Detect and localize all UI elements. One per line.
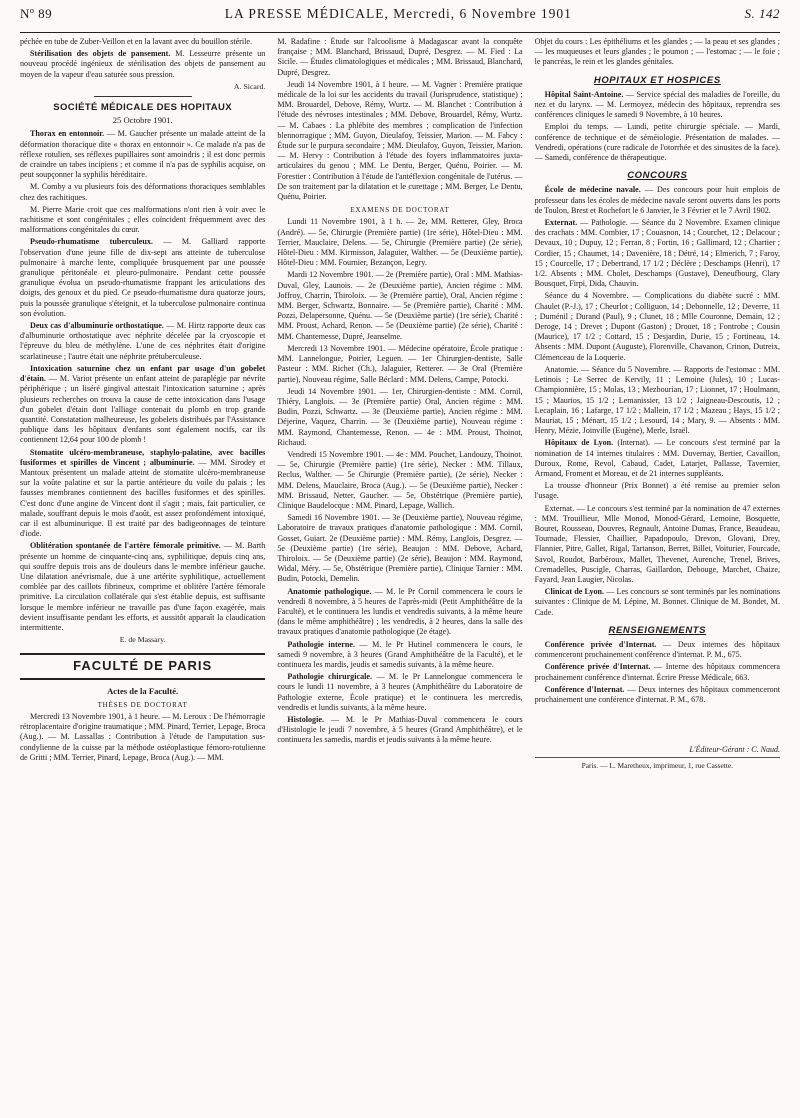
paragraph: M. Comby a vu plusieurs fois des déformations thoraciques semblables chez des rachitiques. — [20, 182, 266, 202]
article-body: — Deux internes des hôpitaux commenceront prochainement conférence d'internat. P. M., 675. — [534, 639, 780, 660]
masthead-title: LA PRESSE MÉDICALE, Mercredi, 6 Novembre 1901 — [224, 6, 572, 21]
header-rule — [20, 32, 780, 33]
article-heading: Oblitération spontanée de l'artère fémorale primitive. — [30, 541, 221, 551]
paragraph: péchée en tube de Zuber-Veillon et en la lavant avec du bouillon stérile. — [20, 37, 252, 46]
paragraph: Jeudi 14 Novembre 1901, à 1 heure. — M. Vagner : Première pratique médicale de la loi sur les accidents du travail (Jurisprudence, statistique) ; MM. Brouardel, Debove, Rémy, Wurtz. — M. Blanchet : Contribution à l'étude des névroses intestinales ; MM. Debove, Brouardel, Rémy, Wurtz. — M. Cabaes : La phlébite des membres ; complication de l'infection blennorragique ; MM. Guyon, Dieulafoy, Teissier, Marion. — M. Fabcy : Étude sur le purpura secondaire ; MM. Dieulafoy, Guyon, Teissier, Marion. — M. Hervy : Contribution à l'étude des foyers inflammatoires juxta-articulaires du genou ; MM. Le Dentu, Berger, Quénu, Poirier. — M. Forestier : Contribution à l'étude de l'antéflexion congénitale de l'utérus. — De son traitement par la dilatation et le curettage ; MM. Berger, Le Dentu, Quénu, Poirier. — [277, 79, 523, 202]
article-heading: Thorax en entonnoir. — [30, 129, 105, 139]
article-body: — M. Gaucher présente un malade atteint de la déformation thoracique dite « thorax en entonnoir ». Ce malade n'a pas de réflexe rotulien, ses réflexes pupillaires sont amoindris ; il est donc permis de craindre un tabes incipiens ; et comme il n'a pas de syphilis acquise, on peut soupçonner la syphilis héréditaire. — [20, 129, 266, 180]
article-saint-antoine — [535, 90, 780, 121]
exams-title: EXAMENS DE DOCTORAT — [350, 206, 450, 215]
section-subtitle: Actes de la Faculté. — [107, 685, 179, 696]
course-anatomie — [277, 587, 522, 638]
article-body: — Des concours pour huit emplois de professeur dans les écoles de médecine navale seront ouverts dans les ports de Toulon, Brest et Rochefort le 6 Janvier, le 3 Février et le 7 Avril 1902. — [534, 185, 780, 215]
section-title-concours: CONCOURS — [627, 170, 688, 182]
paragraph: Samedi 16 Novembre 1901. — 3e (Deuxième partie), Nouveau régime, Laboratoire de travaux pratiques d'anatomie pathologique : MM. Cornil, Gosset, Guiart. 2e (Deuxième partie) : MM. Rémy, Langlois, Desgrez. — 5e (Deuxième partie) (1re série), Beaujon : MM. Debove, Achard, Thiroloix. — 5e (Deuxième partie) (2e série), Beaujon : MM. Raymond, Widal, Méry. — 5e, Obstétrique (Première partie), Clinique Tarnier : MM. Budin, Potocki, Demelin. — [277, 513, 523, 584]
theses-title: THÈSES DE DOCTORAT — [97, 700, 188, 709]
article-heading: Intoxication saturnine chez un enfant par usage d'un gobelet d'étain. — [20, 363, 266, 384]
article-body: — M. Hirtz rapporte deux cas d'albuminurie orthostatique avec néphrite décelée par la cryoscopie et l'épreuve du bleu de méthylène. L'une de ces néphrites était d'origine scarlatineuse ; l'autre était une néphrite prétuberculeuse. — [20, 321, 266, 361]
article-body: (Internat). — Le concours s'est terminé par la nomination de 14 internes titulaires : MM. Duvernay, Bertier, Cavaillon, Duroux, Rome, Revol, Cabaud, Cadet, Latarjet, Pallasse, Tavernier, Armand, Froment et Moreau, et de 21 internes suppléants. — [534, 438, 780, 478]
article-body: — M. le Pr Mathias-Duval commencera le cours d'Histologie le jeudi 7 novembre, à 5 heures (Grand Amphithéâtre), et le continuera les samedis, mardis et jeudis suivants à la même heure. — [277, 715, 523, 745]
article-body: — M. le Pr Cornil commencera le cours le vendredi 8 novembre, à 5 heures de l'après-midi (Petit Amphithéâtre de la Faculté), et le continuera les lundis et vendredis suivants, à la même heure (dans le même amphithéâtre) ; les vendredis, à 2 heures, dans la salle des travaux pratiques d'anatomie pathologique (2e étage). — [277, 586, 523, 637]
divider — [94, 96, 192, 97]
article-body: — M. le Pr Hutinel commencera le cours, le samedi 9 novembre, à 3 heures (Grand Amphithéâtre de la Faculté), et le continuera les mardis, jeudis et samedis suivants, à la même heure. — [277, 639, 523, 669]
article-body: — MM. Sirodey et Mantoux présentent un malade atteint de stomatite ulcéro-membraneuse sur la voûte palatine et sur la partie antérieure du voile du palais ; les fausses membranes contiennent des bacilles fusiformes et des spirilles. C'est donc d'une angine de Vincent dont il s'agit ; mais, fait particulier, ce malade, souffrant depuis le mois d'août, est assez profondément intoxiqué, car il est albuminurique. Il est traité par des badigeonnages de teinture d'iode. — [20, 457, 266, 539]
paragraph: Mercredi 13 Novembre 1901. — Médecine opératoire, École pratique : MM. Lannelongue, Poirier, Leguen. — 1er Chirurgien-dentiste, Salle Pasteur : MM. Richet (Ch.), Jalaguier, Retterer. — 3e Oral (Première partie), Nouveau régime, Salle Béclard : MM. Delens, Campe, Potocki. — [277, 343, 523, 384]
paragraph: Emploi du temps. — Lundi, petite chirurgie spéciale. — Mardi, conférence de technique et de séméiologie. Présentation de malades. — Vendredi, opérations (cure radicale de l'otorrhée et des sinusites de la face). — Samedi, conférence de thérapeutique. — [534, 122, 780, 163]
article-heading: Hôpitaux de Lyon. — [544, 438, 614, 448]
article-body: — M. Variot présente un enfant atteint de paraplégie par névrite périphérique ; un liséré gingival attestait l'intoxication saturnine ; après plusieurs recherches on trouva la cause de cette intoxication dans l'usage d'un gobelet d'étain dont l'alliage contenait du plomb en trop grande quantité. Constatation malheureuse, les gobelets distribués par l'Assistance publique dans les hôpitaux d'enfants sont également nocifs, car ils contiennent 12,64 pour 100 de plomb ! — [20, 374, 266, 445]
article-heading: Conférence d'Internat. — [544, 684, 625, 694]
paragraph: Mercredi 13 Novembre 1901, à 1 heure. — M. Leroux : De l'hémorragie rétroplacentaire d'origine traumatique ; MM. Pinard, Terrier, Lepage, Broca (Aug.). — M. Lassallas : Contribution à l'étude de l'amputation sus-condylienne de la cuisse par la méthode ostéoplastique fémoro-rotulienne de Gritti ; MM. Terrier, Pinard, Lepage, Broca (Aug.). — MM. — [20, 711, 266, 762]
article-externat — [535, 218, 780, 289]
columns — [20, 37, 780, 1117]
article-hopitaux-lyon — [535, 438, 780, 479]
article-thorax — [20, 129, 265, 180]
article-heading: Anatomie pathologique. — [287, 586, 372, 596]
article-heading: Histologie. — [287, 715, 324, 724]
paragraph: Séance du 4 Novembre. — Complications du diabète sucré : MM. Chaulet (P.-J.), 17 ; Cheurlot ; Colliguon, 14 ; Debonnelle, 12 ; Deverre, 11 ; Duménil ; Durand (Paul), 9 ; Clunet, 18 ; Mlle Couronne, Demain, 12 ; Deroge, 14 ; Drevet ; Dupont (Gaston) ; Drouet, 18 ; Fontrobe ; Cousin (Maurice), 17 1/2 ; Cottard, 15 ; Desjardin, Durie, 15 ; Fortineau, 14. Absents : MM. Dupont (Auguste), Florenville, Chavanon, Crinon, Dutreix, Clémenceau de la Loquerie. — [534, 291, 780, 362]
article-body: — Deux internes des hôpitaux commenceront prochainement une conférence d'internat. P. M., 678. — [534, 684, 780, 704]
column-right — [535, 37, 780, 1117]
issue-number: Nº 89 — [20, 6, 53, 21]
article-heading: Pseudo-rhumatisme tuberculeux. — [30, 237, 153, 247]
article-heading: Stérilisation des objets de pansement. — [30, 49, 171, 59]
article-heading: Pathologie interne. — [287, 639, 355, 649]
article-stomatite — [20, 448, 265, 540]
section-title-societe: SOCIÉTÉ MÉDICALE DES HOPITAUX — [53, 102, 233, 114]
paragraph: M. Radafine : Étude sur l'alcoolisme à Madagascar avant la conquête française ; MM. Blanchard, Brissaud, Dupré, Desgrez. — M. Fied : La Sicile. — Études climatologiques et médicales ; MM. Brissaud, Blanchard, Dupré, Desgrez. — [277, 37, 523, 77]
article-heading: Deux cas d'albuminurie orthostatique. — [30, 321, 164, 331]
paragraph: Lundi 11 Novembre 1901, à 1 h. — 2e, MM. Retterer, Gley, Broca (André). — 5e, Chirurgie (Première partie) (1re série), Hôtel-Dieu : MM. Terrier, Mauclaire, Delens. — 5e, Chirurgie (Première partie) (2e série), Hôtel-Dieu : MM. Kirmisson, Jalaguier, Walther. — 5e (Deuxième partie), Hôtel-Dieu : MM. Fournier, Bezançon, Legry. — [277, 217, 523, 268]
article-heading: Hôpital Saint-Antoine. — [544, 89, 624, 99]
editor-line: L'Éditeur-Gérant : C. Naud. — [535, 745, 780, 758]
article-ecole-navale — [535, 185, 780, 216]
article-body: — Pathologie. — Séance du 2 Novembre. Examen clinique des crachats : MM. Combier, 17 ; Couasnon, 14 ; Courchet, 12 ; Delacour ; Devaux, 10 ; Dupuy, 12 ; Ferran, 8 ; Fortin, 16 ; Gallimard, 12 ; Chartier ; Cordier, 15 ; Chaumet, 14 ; Davenière, 18 ; Détré, 14 ; Elmerich, 7 ; Faroy, 15 ; Courcelle, 17 ; Debertrand, 17 1/2 ; Déclère ; Deschamps (Henri), 17 1/2. Absents : MM. Cholet, Deschamps (Gustave), Deneufbourg, Clary Bousquet, Firpi, Dida, Chauvin. — [534, 218, 780, 289]
section-title-hopitaux: HOPITAUX ET HOSPICES — [593, 74, 721, 86]
paragraph: Jeudi 14 Novembre 1901. — 1er, Chirurgien-dentiste : MM. Cornil, Thiéry, Langlois. — 3e (Première partie) Oral, Ancien régime : MM. Budin, Pozzi, Schwartz. — 3e (Deuxième partie), Ancien régime : MM. Déjerine, Vaquez, Charrin. — 3e (Deuxième partie), Nouveau régime : MM. Raymond, Chantemesse, Renon. — 4e : MM. Proust, Thoinot, Richaud. — [277, 386, 523, 447]
article-pseudo-rhumatisme — [20, 237, 265, 319]
course-pathologie-interne — [277, 640, 522, 671]
article-heading: École de médecine navale. — [544, 185, 641, 195]
article-body: — M. Barth présente un homme de cinquante-cinq ans, syphilitique, depuis cinq ans, qui souffre depuis trois ans de douleurs dans le membre inférieur gauche. Une dilatation anévrismale, due à une artérite syphilitique, actuellement comblée par des caillots fibrineux, comprime et oblitère l'artère fémorale primitive. La circulation collatérale qui s'est établie depuis, est suffisante lorsque le membre inférieur ne travaille pas d'une façon exagérée, mais devient insuffisante pendant les efforts, et aussitôt apparaît la claudication intermittente. — [20, 541, 266, 632]
paragraph: Objet du cours : Les épithéliums et les glandes ; — la peau et ses glandes ; — les muqueuses et leurs glandes ; le poumon ; — l'estomac ; — le foie ; le pancréas, le rein et les glandes génitales. — [534, 37, 780, 67]
article-body: — Interne des hôpitaux commencera prochainement conférence d'internat. Écrire Presse Médicale, 663. — [534, 662, 780, 682]
paragraph: Mardi 12 Novembre 1901. — 2e (Première partie), Oral : MM. Mathias-Duval, Gley, Launois. — 2e (Deuxième partie), Ancien régime : MM. Joffroy, Charrin, Thiroloix. — 3e (Première partie), Oral, Ancien régime : MM. Berger, Schwartz, Bonnaire. — 5e (Première partie), Charité : MM. Pozzi, Delapersonne, Quénu. — 5e (Deuxième partie) (1re série), Charité : MM. Proust, Achard, Renon. — 5e (Deuxième partie) (2e série), Charité : MM. Chantemesse, Dupré, Jeanselme. — [277, 270, 523, 341]
page-header — [20, 6, 780, 30]
article-heading: Pathologie chirurgicale. — [287, 672, 372, 682]
section-date: 25 Octobre 1901. — [112, 115, 173, 126]
article-body: — M. le Pr Lannelongue commencera le cours le lundi 11 novembre, à 3 heures (Amphithéâtre du Laboratoire de Pathologie externe, École pratique) et le continuera les mercredis, vendredis et lundis suivants, à la même heure. — [277, 672, 523, 712]
notice — [535, 640, 780, 660]
article-albuminurie — [20, 321, 265, 362]
article-heading: Conférence privée d'Internat. — [544, 662, 651, 672]
paragraph: Externat. — Le concours s'est terminé par la nomination de 47 externes : MM. Trouillieur, Mlle Monod, Monod-Gérard, Lemoine, Bosquette, Bouret, Rousseau, Douvres, Regnault, Antoine Dumas, France, Beaudeau, Tournade, Flessier, Chaillier, Papadopoulo, Drevon, Glovani, Drey, Flannier, Pitre, Gallet, Rigal, Tartanson, Berret, Billet, Voiturier, Fourcade, Savol, Roudot, Barbéroux, Mallet, Thevenet, Aurenche, Trenel, Brives, Cremadelles, Puscigle, Charras, Gaillardon, Debouge, Marchet, Chaize, Fayard, Jean Laugier, Nicolas. — [534, 503, 780, 584]
article-heading: Externat. — [544, 218, 578, 228]
column-middle — [277, 37, 522, 1117]
page-number: S. 142 — [744, 6, 780, 21]
article-body: — Les concours se sont terminés par les nominations suivantes : Clinique de M. Lépine, M. Bonnet. Clinique de M. Bondet, M. Cade. — [534, 587, 780, 617]
article-heading: Stomatite ulcéro-membraneuse, staphylo-palatine, avec bacilles fusiformes et spirilles de Vincent ; albuminurie. — [20, 447, 266, 467]
paragraph: La trousse d'honneur (Prix Bonnet) a été remise au premier selon l'usage. — [534, 481, 780, 501]
signature: A. Sicard. — [233, 81, 266, 91]
article-heading: Clinicat de Lyon. — [544, 587, 605, 597]
section-title-renseignements: RENSEIGNEMENTS — [608, 624, 707, 636]
paragraph: Vendredi 15 Novembre 1901. — 4e : MM. Pouchet, Landouzy, Thoinot. — 5e, Chirurgie (Première partie) (1re série), Necker : MM. Tillaux, Reclus, Walther. — 5e Chirurgie (Première partie), (2e série), Necker : MM. Delens, Mauclaire, Broca (Aug.). — 5e (Deuxième partie), Necker : MM. Brissaud, Netter, Gaucher. — 5e, Obstétrique (Première partie), Clinique Baudelocque : MM. Pinard, Lepage, Wallich. — [277, 449, 523, 510]
article-obliteration — [20, 541, 265, 633]
course-histologie — [277, 715, 522, 746]
printer-line: Paris. — L. Maretheux, imprimeur, 1, rue Cassette. — [581, 761, 734, 771]
section-title-faculte: FACULTÉ DE PARIS — [20, 653, 265, 679]
signature: E. de Massary. — [119, 635, 166, 645]
column-left — [20, 37, 265, 1117]
article-clinicat-lyon — [535, 587, 780, 618]
notice — [535, 662, 780, 682]
article-heading: Conférence privée d'Internat. — [544, 639, 657, 649]
course-pathologie-chirurgicale — [277, 672, 522, 713]
paragraph: Anatomie. — Séance du 5 Novembre. — Rapports de l'estomac : MM. Letinois ; Le Serrec de Kervily, 11 ; Lemoine (Jules), 10 ; Lucas-Championnière, 15 ; Molas, 13 ; Mezbourian, 17 ; Lionnet, 17 ; Houlmann, 15 ; Maurios, 15 1/2 ; Lemanissier, 13 1/2 ; Jaigneau-Descoutis, 12 ; Lecaplain, 16 ; Lafarge, 17 1/2 ; Mallein, 17 1/2 ; Mazeau ; Hays, 15 1/2 ; Mauriat, 15 ; Ménart, 15 1/2 ; Lesourd, 14 ; Mary, 9. — Absents : MM. Henry, Mézie, Joinville (Eugène), Merle, Israël. — [534, 364, 780, 436]
paragraph: M. Pierre Marie croit que ces malformations n'ont rien à voir avec le rachitisme et sont congénitales ; elles coïncident fréquemment avec des malformations congénitales du cœur. — [20, 204, 266, 235]
article-sterilisation — [20, 49, 265, 80]
article-body: — M. Galliard rapporte l'observation d'une jeune fille de dix-sept ans atteinte de tuberculose pulmonaire à marche lente, compliquée brusquement par une poussée granulique péritonéale et pleuro-pulmonaire. Pendant cette poussée granulique évolua un pseudo-rhumatisme frappant les articulations des doigts, des genoux et du pied. Ce pseudo-rhumatisme dura quatorze jours, puis la poussée granulique s'éteignit, et la tuberculose pulmonaire continua son évolution. — [20, 237, 266, 318]
article-body: — Service spécial des maladies de l'oreille, du nez et du larynx. — M. Lermoyez, médecin des hôpitaux, reprendra ses conférences cliniques le samedi 9 Novembre, à 10 heures. — [534, 89, 780, 120]
article-intoxication — [20, 364, 265, 446]
article-body: M. Lesseurre présente un nouveau procédé ingénieux de stérilisation des objets de pansement au moyen de la vapeur d'eau saturée sous pression. — [20, 49, 266, 79]
notice — [535, 685, 780, 705]
